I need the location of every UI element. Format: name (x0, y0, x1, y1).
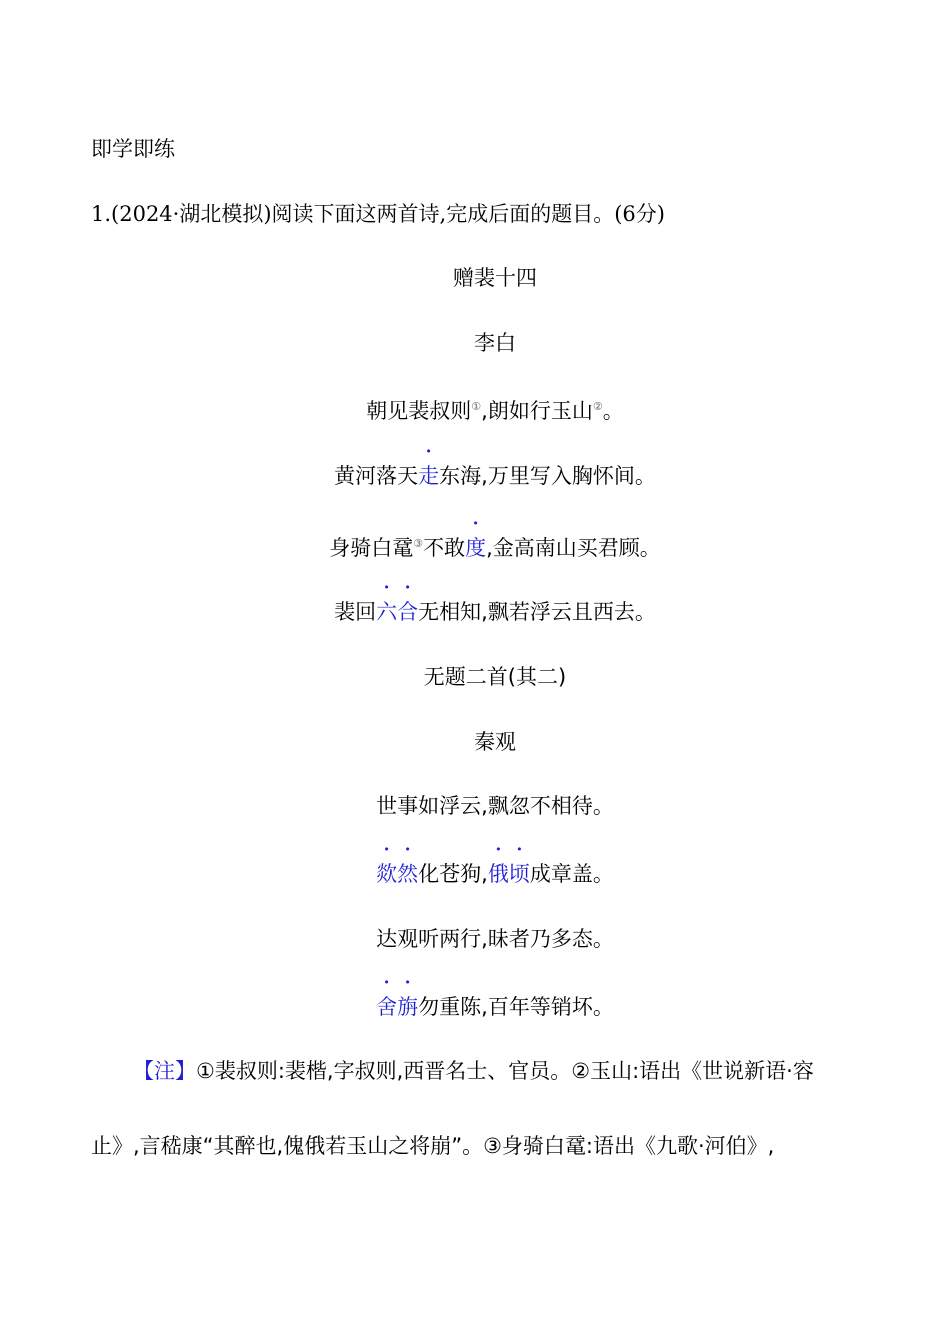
highlighted-word: 欻 (376, 862, 398, 886)
footnote-marker: ① (471, 400, 482, 413)
poem-text: 不敢 (423, 536, 466, 560)
section-title: 即学即练 (91, 137, 175, 161)
highlighted-word: 旃 (397, 995, 419, 1019)
highlighted-word: 舍 (376, 995, 398, 1019)
poem-text: 无相知,飘若浮云且西去。 (418, 600, 656, 624)
highlighted-word: 合 (397, 600, 419, 624)
footnote-marker: ③ (413, 537, 424, 550)
poem-text: 。 (602, 399, 624, 423)
poem1-line3 (0, 530, 950, 562)
highlighted-word: 走 (418, 464, 440, 488)
poem1-line2 (0, 462, 950, 490)
highlighted-word: 然 (397, 862, 419, 886)
highlighted-word: 度 (465, 536, 487, 560)
poem2-author: 秦观 (474, 730, 516, 754)
poem2-line3: 达观听两行,昧者乃多态。 (376, 927, 614, 951)
poem-text: 朝见裴叔则 (366, 399, 472, 423)
poem-text: 勿重陈,百年等销坏。 (418, 995, 614, 1019)
poem-text: 东海,万里写入胸怀间。 (439, 464, 656, 488)
poem2-line2 (0, 860, 950, 888)
note-text: ①裴叔则:裴楷,字叔则,西晋名士、官员。②玉山:语出《世说新语·容 (196, 1059, 814, 1083)
poem1-title: 赠裴十四 (453, 266, 537, 290)
poem2-line4 (0, 993, 950, 1021)
poem2-line1: 世事如浮云,飘忽不相待。 (376, 794, 614, 818)
poem1-line1 (0, 393, 950, 425)
poem1-line4 (0, 598, 950, 626)
poem-text: 化苍狗, (418, 862, 488, 886)
highlighted-word: 俄 (487, 862, 509, 886)
highlighted-word: 顷 (508, 862, 530, 886)
poem-text: ,金高南山买君顾。 (486, 536, 661, 560)
footnote-marker: ② (592, 400, 603, 413)
note-line2: 止》,言嵇康“其醉也,傀俄若玉山之将崩”。③身骑白鼋:语出《九歌·河伯》, (91, 1134, 775, 1158)
poem-text: 成章盖。 (529, 862, 614, 886)
poem-text: ,朗如行玉山 (481, 399, 593, 423)
poem1-author: 李白 (474, 331, 516, 355)
question-prompt: 1.(2024·湖北模拟)阅读下面这两首诗,完成后面的题目。(6分) (91, 202, 665, 226)
highlighted-word: 六 (376, 600, 398, 624)
poem-text: 裴回 (334, 600, 377, 624)
note-tag: 【注】 (133, 1059, 196, 1083)
poem2-title: 无题二首(其二) (423, 665, 567, 689)
poem-text: 身骑白鼋 (329, 536, 414, 560)
poem-text: 黄河落天 (334, 464, 419, 488)
note-line1 (133, 1057, 814, 1085)
